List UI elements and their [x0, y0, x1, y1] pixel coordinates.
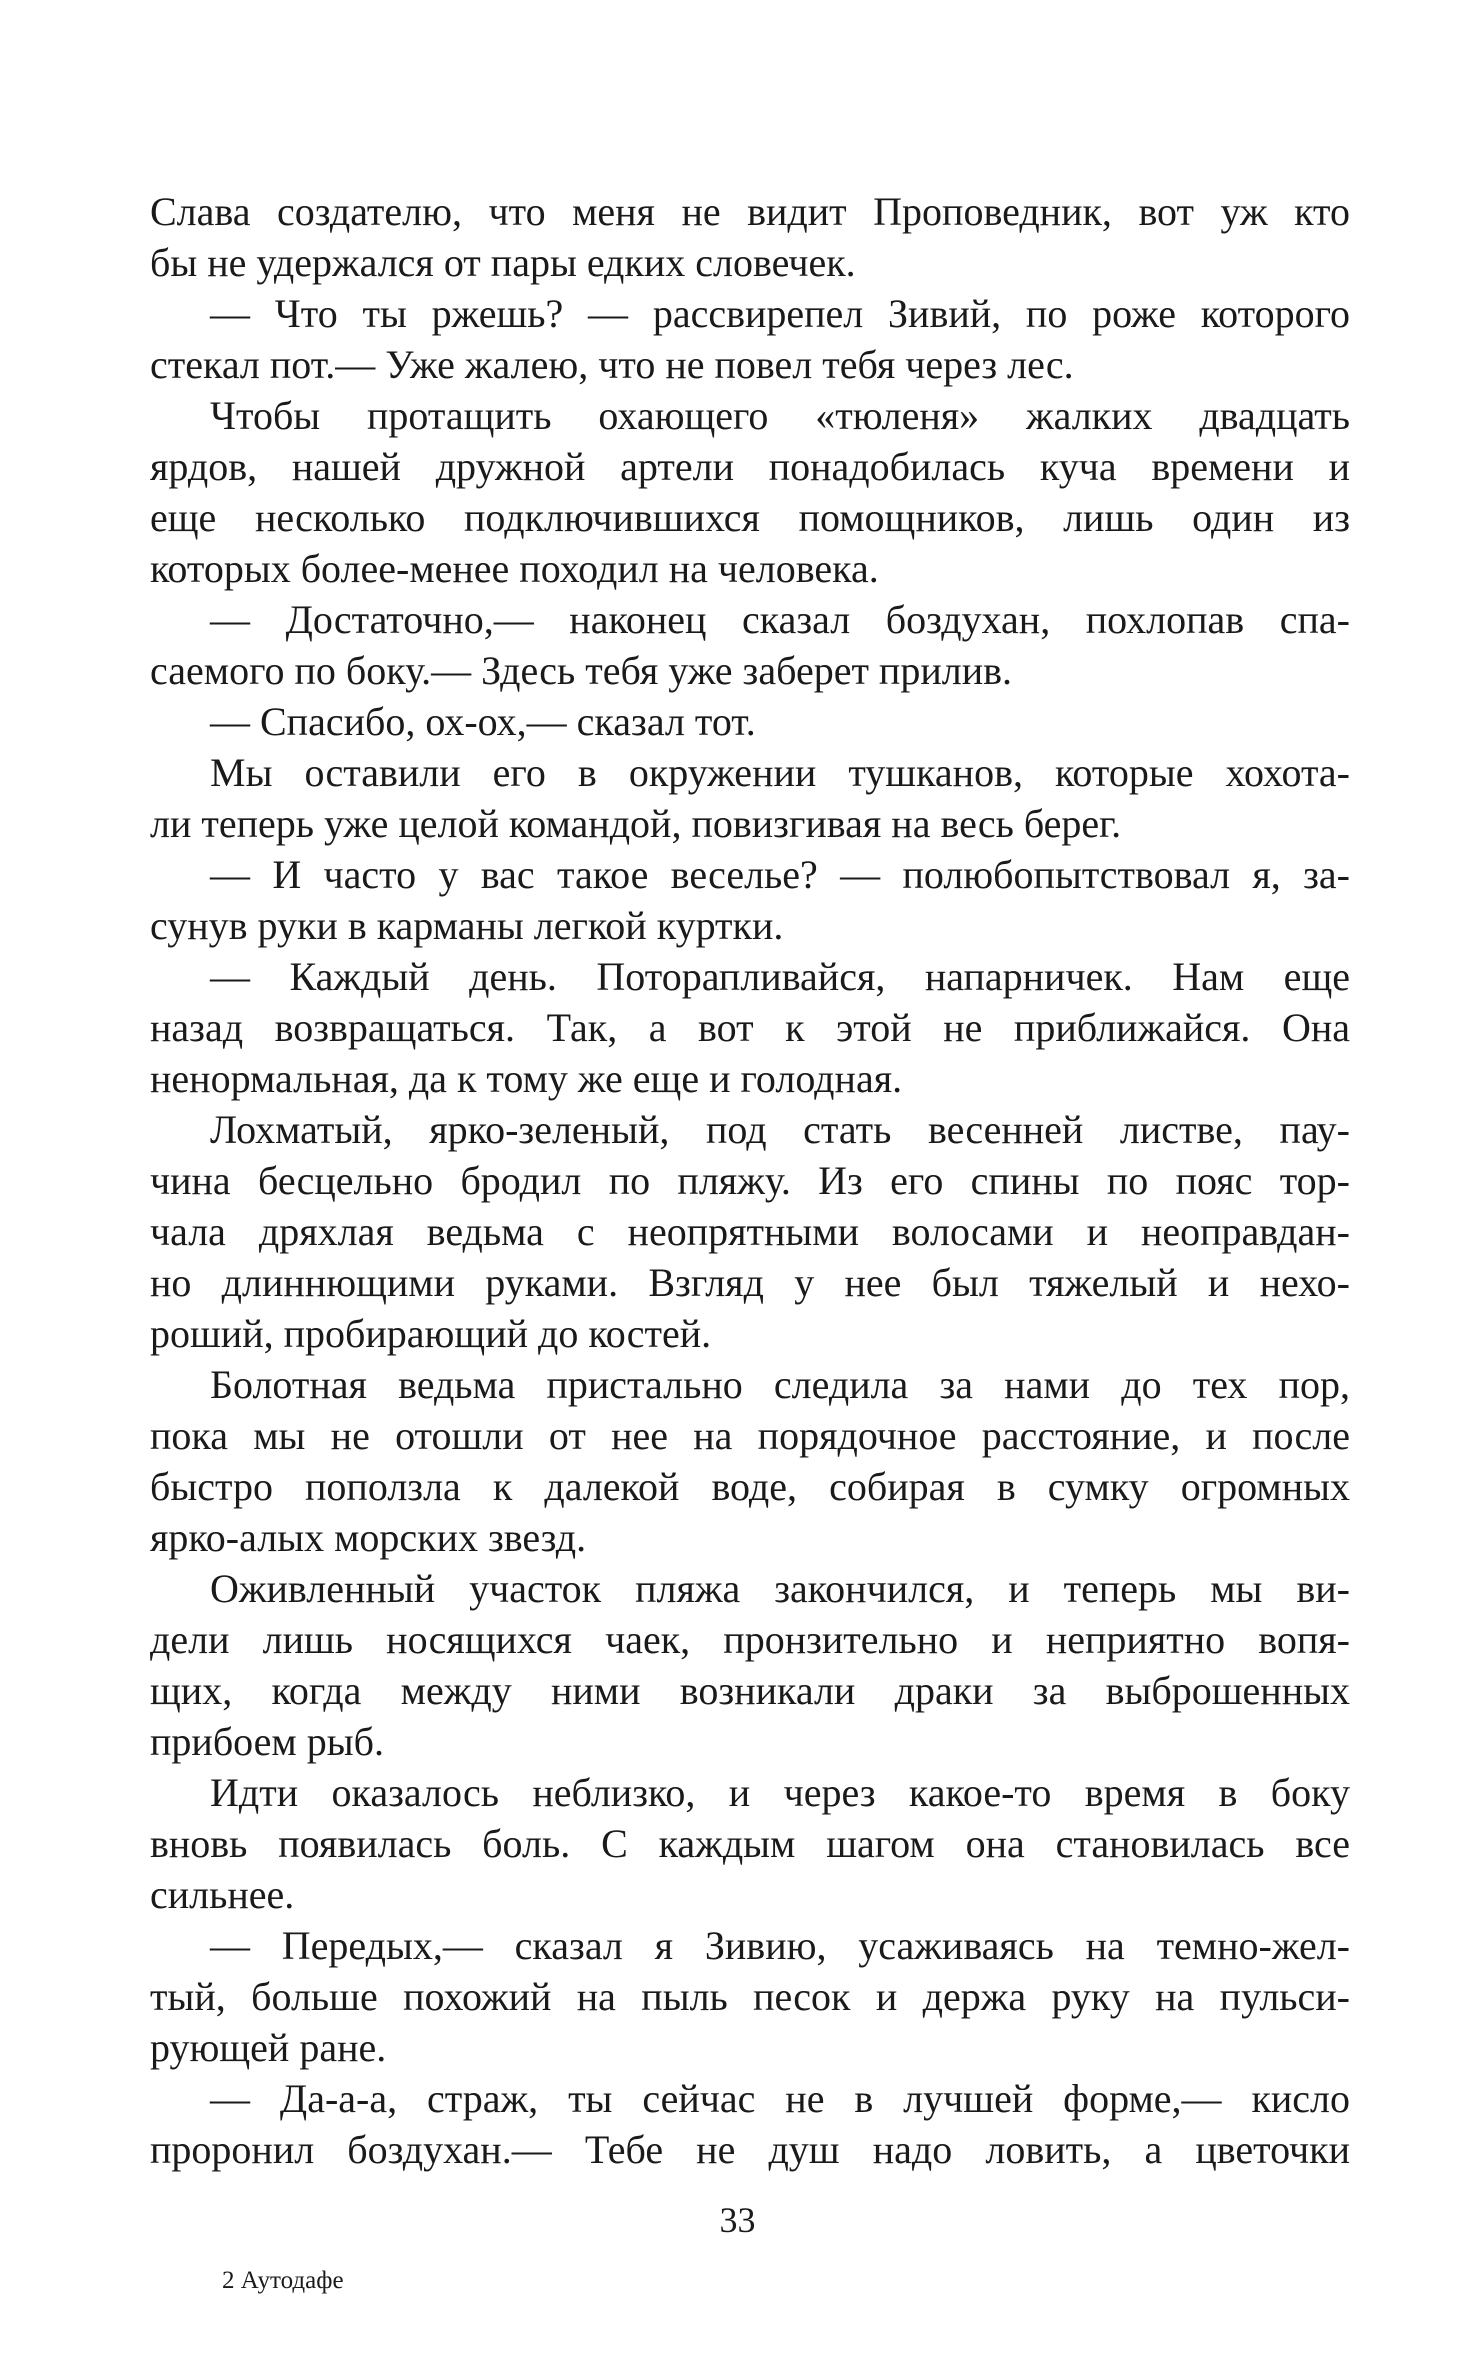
text-line: — Достаточно,— наконец сказал боздухан, похлопав спа- — [210, 597, 1350, 642]
text-line: Болотная ведьма пристально следила за нами до тех пор, — [210, 1362, 1350, 1407]
text-line: — Спасибо, ох-ох,— сказал тот. — [210, 699, 756, 744]
text-line: но длиннющими руками. Взгляд у нее был тяжелый и нехо- — [150, 1260, 1350, 1305]
text-line: чала дряхлая ведьма с неопрятными волосами и неоправдан- — [150, 1209, 1350, 1254]
text-line: чина бесцельно бродил по пляжу. Из его спины по пояс тор- — [150, 1158, 1350, 1203]
text-line: сильнее. — [150, 1872, 295, 1917]
text-line: еще несколько подключившихся помощников, лишь один из — [150, 495, 1350, 540]
text-line: ненормальная, да к тому же еще и голодная. — [150, 1056, 903, 1101]
text-line: — Каждый день. Поторапливайся, напарничек. Нам еще — [210, 954, 1350, 999]
text-line: саемого по боку.— Здесь тебя уже заберет прилив. — [150, 648, 1012, 693]
text-line: Мы оставили его в окружении тушканов, которые хохота- — [210, 750, 1350, 795]
text-line: тый, больше похожий на пыль песок и держа руку на пульси- — [150, 1974, 1350, 2019]
text-line: Слава создателю, что меня не видит Проповедник, вот уж кто — [150, 189, 1350, 234]
text-line: которых более-менее походил на человека. — [150, 546, 879, 591]
text-line: Лохматый, ярко-зеленый, под стать весенней листве, пау- — [210, 1107, 1350, 1152]
printer-signature: 2 Аутодафе — [222, 2267, 344, 2294]
text-line: — Да-а-а, страж, ты сейчас не в лучшей форме,— кисло — [210, 2076, 1350, 2121]
text-line: стекал пот.— Уже жалею, что не повел тебя через лес. — [150, 342, 1074, 387]
text-line: дели лишь носящихся чаек, пронзительно и неприятно вопя- — [150, 1617, 1350, 1662]
text-line: — Что ты ржешь? — рассвирепел Зивий, по роже которого — [210, 291, 1350, 336]
page-number: 33 — [719, 2200, 756, 2240]
text-line: ярко-алых морских звезд. — [150, 1515, 587, 1560]
text-line: рующей ране. — [150, 2025, 387, 2070]
text-line: проронил боздухан.— Тебе не душ надо ловить, а цветочки — [150, 2127, 1350, 2172]
text-line: прибоем рыб. — [150, 1719, 384, 1764]
text-line: быстро поползла к далекой воде, собирая в сумку огромных — [150, 1464, 1350, 1509]
text-line: Оживленный участок пляжа закончился, и теперь мы ви- — [210, 1566, 1350, 1611]
text-line: Идти оказалось неблизко, и через какое-то время в боку — [210, 1770, 1350, 1815]
text-line: ли теперь уже целой командой, повизгивая на весь берег. — [150, 801, 1122, 846]
body-text — [150, 186, 1350, 2175]
text-line: — И часто у вас такое веселье? — полюбопытствовал я, за- — [210, 852, 1350, 897]
text-line: сунув руки в карманы легкой куртки. — [150, 903, 784, 948]
text-line: щих, когда между ними возникали драки за выброшенных — [150, 1668, 1350, 1713]
text-line: бы не удержался от пары едких словечек. — [150, 240, 856, 285]
text-line: ярдов, нашей дружной артели понадобилась куча времени и — [150, 444, 1350, 489]
text-line: — Передых,— сказал я Зивию, усаживаясь на темно-жел- — [210, 1923, 1350, 1968]
text-line: пока мы не отошли от нее на порядочное расстояние, и после — [150, 1413, 1350, 1458]
text-line: вновь появилась боль. С каждым шагом она становилась все — [150, 1821, 1350, 1866]
text-line: Чтобы протащить охающего «тюленя» жалких двадцать — [210, 393, 1350, 438]
text-line: назад возвращаться. Так, а вот к этой не приближайся. Она — [150, 1005, 1350, 1050]
text-line: роший, пробирающий до костей. — [150, 1311, 712, 1356]
